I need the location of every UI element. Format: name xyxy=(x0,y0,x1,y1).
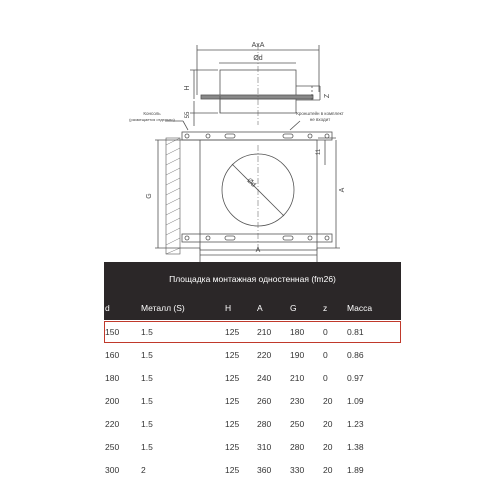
cell-z: 20 xyxy=(323,396,333,406)
table-row xyxy=(104,344,401,366)
cell-g: 280 xyxy=(290,442,305,452)
cell-metal: 1.5 xyxy=(141,373,153,383)
table-title: Площадка монтажная одностенная (fm26) xyxy=(104,262,401,296)
cell-h: 125 xyxy=(225,465,240,475)
bracket-label: Кронштейн в комплект xyxy=(296,111,344,116)
cell-a: 210 xyxy=(257,327,272,337)
cell-d: 150 xyxy=(105,327,120,337)
cell-z: 20 xyxy=(323,419,333,429)
a-bottom-label: A xyxy=(255,247,261,254)
diameter-circle-label: Ød xyxy=(245,177,257,189)
table-row xyxy=(104,321,401,343)
cell-h: 125 xyxy=(225,442,240,452)
cell-h: 125 xyxy=(225,419,240,429)
table-row xyxy=(104,390,401,412)
cell-d: 250 xyxy=(105,442,120,452)
cell-g: 180 xyxy=(290,327,305,337)
cell-d: 220 xyxy=(105,419,120,429)
cell-metal: 1.5 xyxy=(141,442,153,452)
z-label: Z xyxy=(324,93,331,99)
cell-h: 125 xyxy=(225,396,240,406)
cell-g: 250 xyxy=(290,419,305,429)
dim-55-label: 55 xyxy=(185,111,191,119)
cell-g: 190 xyxy=(290,350,305,360)
spec-table xyxy=(104,262,401,481)
header-z: z xyxy=(323,303,328,313)
header-d: d xyxy=(105,303,110,313)
cell-mass: 0.81 xyxy=(347,327,364,337)
cell-mass: 1.89 xyxy=(347,465,364,475)
cell-z: 0 xyxy=(323,327,328,337)
cell-a: 240 xyxy=(257,373,272,383)
g-label: G xyxy=(146,193,153,199)
cell-metal: 1.5 xyxy=(141,327,153,337)
cell-a: 220 xyxy=(257,350,272,360)
cell-g: 210 xyxy=(290,373,305,383)
cell-a: 280 xyxy=(257,419,272,429)
cell-mass: 1.23 xyxy=(347,419,364,429)
table-header-row xyxy=(104,296,401,320)
cell-g: 230 xyxy=(290,396,305,406)
cell-d: 160 xyxy=(105,350,120,360)
cell-z: 0 xyxy=(323,373,328,383)
h-label: H xyxy=(184,85,191,91)
cell-a: 310 xyxy=(257,442,272,452)
cell-z: 20 xyxy=(323,465,333,475)
cell-g: 330 xyxy=(290,465,305,475)
cell-metal: 2 xyxy=(141,465,146,475)
cell-d: 200 xyxy=(105,396,120,406)
table-row xyxy=(104,367,401,389)
cell-metal: 1.5 xyxy=(141,350,153,360)
console-note: (размещается отдельно) xyxy=(129,117,175,122)
axa-label: AxA xyxy=(251,42,265,49)
table-row xyxy=(104,413,401,435)
cell-metal: 1.5 xyxy=(141,396,153,406)
cell-metal: 1.5 xyxy=(141,419,153,429)
header-h: H xyxy=(225,303,232,313)
plan-view xyxy=(155,121,340,262)
cell-mass: 0.97 xyxy=(347,373,364,383)
cell-z: 20 xyxy=(323,442,333,452)
cell-mass: 1.38 xyxy=(347,442,364,452)
header-mass: Масса xyxy=(347,303,373,313)
cell-mass: 0.86 xyxy=(347,350,364,360)
cell-mass: 1.09 xyxy=(347,396,364,406)
cell-a: 360 xyxy=(257,465,272,475)
bracket-note: не входит xyxy=(309,117,331,122)
cell-h: 125 xyxy=(225,373,240,383)
a-right-label: A xyxy=(339,187,346,193)
cell-z: 0 xyxy=(323,350,328,360)
cell-d: 180 xyxy=(105,373,120,383)
header-a: A xyxy=(257,303,263,313)
diameter-top-label: Ød xyxy=(253,55,263,62)
table-row xyxy=(104,459,401,481)
table-row xyxy=(104,436,401,458)
wall xyxy=(166,138,180,254)
cell-d: 300 xyxy=(105,465,120,475)
header-g: G xyxy=(290,303,297,313)
console-label: Консоль xyxy=(143,111,161,116)
cell-h: 125 xyxy=(225,350,240,360)
cell-h: 125 xyxy=(225,327,240,337)
dim-11-label: 11 xyxy=(316,148,322,156)
header-metal: Металл (S) xyxy=(141,303,185,313)
cell-a: 260 xyxy=(257,396,272,406)
